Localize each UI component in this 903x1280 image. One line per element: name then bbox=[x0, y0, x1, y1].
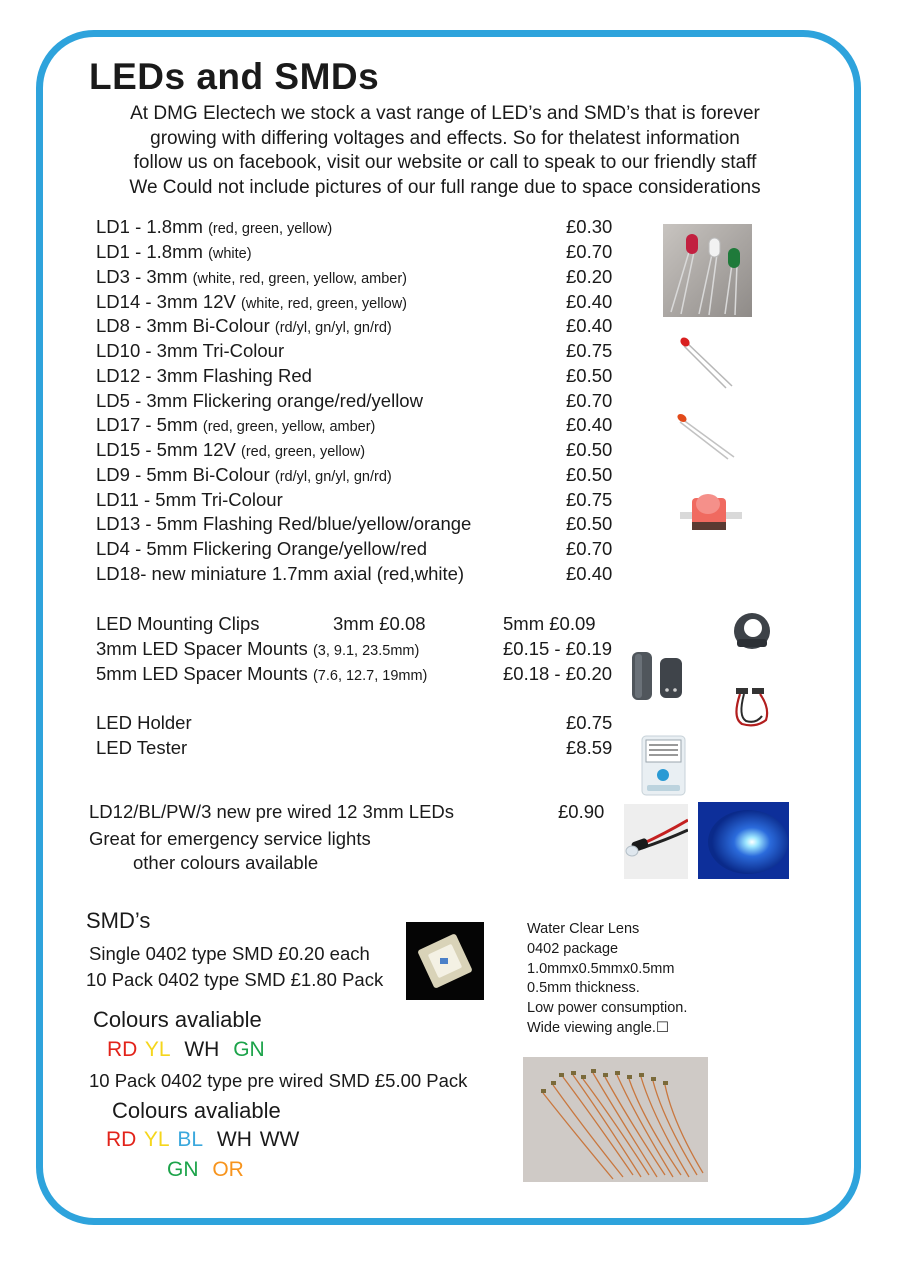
led-price: £0.70 bbox=[566, 538, 613, 559]
led-1-8mm-photo bbox=[663, 224, 752, 317]
spec-line: Low power consumption. bbox=[527, 1000, 688, 1017]
spec-line: 0.5mm thickness. bbox=[527, 980, 640, 997]
led-price: £0.70 bbox=[566, 390, 613, 411]
colours-heading-2: Colours avaliable bbox=[112, 1098, 281, 1123]
led-price: £0.50 bbox=[566, 365, 613, 386]
led-price: £0.40 bbox=[566, 414, 613, 435]
mounting-clips-label: LED Mounting Clips bbox=[96, 613, 260, 634]
led-holder-price: £0.75 bbox=[566, 712, 613, 733]
led-price: £0.70 bbox=[566, 241, 613, 262]
led-item: LD1 - 1.8mm (red, green, yellow) bbox=[96, 216, 333, 237]
led-item: LD10 - 3mm Tri-Colour bbox=[96, 340, 285, 361]
intro-line: At DMG Electech we stock a vast range of LED’s and SMD’s that is forever bbox=[130, 103, 760, 124]
prewired-colour-codes-row2 bbox=[167, 1158, 252, 1182]
smd-single: Single 0402 type SMD £0.20 each bbox=[89, 943, 370, 964]
prewired-price: £0.90 bbox=[558, 801, 605, 822]
colours-heading: Colours avaliable bbox=[93, 1007, 262, 1032]
mounting-clips-3mm-price: 3mm £0.08 bbox=[333, 613, 426, 634]
colour-code-red: RD bbox=[106, 1128, 137, 1151]
led-price: £0.75 bbox=[566, 340, 613, 361]
led-5mm-photo bbox=[674, 411, 736, 461]
spacer-3mm-price: £0.15 - £0.19 bbox=[503, 638, 613, 659]
led-holder-photo bbox=[728, 688, 774, 730]
intro-paragraph bbox=[85, 102, 805, 200]
led-item: LD1 - 1.8mm (white) bbox=[96, 241, 252, 262]
page-title: LEDs and SMDs bbox=[89, 56, 380, 97]
mounting-clips-5mm-price: 5mm £0.09 bbox=[503, 613, 596, 634]
spec-line: 1.0mmx0.5mmx0.5mm bbox=[527, 960, 675, 977]
spec-line: Water Clear Lens bbox=[527, 921, 640, 937]
colour-code-green: GN bbox=[167, 1158, 199, 1181]
led-price: £0.40 bbox=[566, 563, 613, 584]
led-tester-price: £8.59 bbox=[566, 737, 613, 758]
led-price: £0.50 bbox=[566, 513, 613, 534]
smd-colour-codes bbox=[107, 1038, 273, 1062]
led-item: LD14 - 3mm 12V (white, red, green, yellow) bbox=[96, 291, 407, 312]
led-tester-photo bbox=[641, 735, 686, 796]
led-tester-label: LED Tester bbox=[96, 737, 188, 758]
led-price: £0.75 bbox=[566, 489, 613, 510]
prewired-led-photo bbox=[624, 804, 688, 879]
led-3mm-photo bbox=[676, 334, 736, 390]
led-item: LD8 - 3mm Bi-Colour (rd/yl, gn/yl, gn/rd) bbox=[96, 315, 392, 336]
prewired-smd-bundle-photo bbox=[523, 1057, 708, 1182]
led-smd-red-photo bbox=[680, 488, 742, 534]
smd-prewired-10-pack: 10 Pack 0402 type pre wired SMD £5.00 Pack bbox=[89, 1070, 468, 1091]
prewired-note: Great for emergency service lights bbox=[89, 828, 371, 849]
spacer-5mm-item: 5mm LED Spacer Mounts (7.6, 12.7, 19mm) bbox=[96, 663, 428, 684]
spacer-mounts-photo bbox=[630, 648, 688, 704]
smd-heading: SMD’s bbox=[86, 908, 151, 933]
led-item: LD4 - 5mm Flickering Orange/yellow/red bbox=[96, 538, 428, 559]
colour-code-white: WH bbox=[184, 1038, 220, 1061]
prewired-colours-note: other colours available bbox=[133, 852, 319, 873]
led-item: LD15 - 5mm 12V (red, green, yellow) bbox=[96, 439, 366, 460]
intro-line: growing with differing voltages and effects. So for thelatest information bbox=[150, 127, 740, 149]
smd-closeup-photo bbox=[406, 922, 484, 1000]
colour-code-yellow: YL bbox=[144, 1038, 171, 1061]
led-price: £0.20 bbox=[566, 266, 613, 287]
led-item: LD3 - 3mm (white, red, green, yellow, amber) bbox=[96, 266, 408, 287]
colour-code-white: WH bbox=[216, 1128, 252, 1151]
spacer-5mm-price: £0.18 - £0.20 bbox=[503, 663, 613, 684]
intro-line: follow us on facebook, visit our website or call to speak to our friendly staff bbox=[133, 152, 757, 174]
prewired-colour-codes-row1 bbox=[106, 1128, 307, 1152]
led-item: LD12 - 3mm Flashing Red bbox=[96, 365, 312, 386]
led-item: LD13 - 5mm Flashing Red/blue/yellow/orange bbox=[96, 513, 472, 534]
mounting-clip-photo bbox=[729, 609, 775, 653]
spec-line: Wide viewing angle.☐ bbox=[527, 1019, 669, 1036]
blue-glow-led-photo bbox=[698, 802, 789, 879]
colour-code-warm-white: WW bbox=[259, 1128, 300, 1151]
colour-code-red: RD bbox=[107, 1038, 138, 1061]
led-price: £0.50 bbox=[566, 464, 613, 485]
colour-code-yellow: YL bbox=[143, 1128, 170, 1151]
colour-code-orange: OR bbox=[212, 1158, 244, 1181]
prewired-title: LD12/BL/PW/3 new pre wired 12 3mm LEDs bbox=[89, 801, 455, 822]
led-price: £0.30 bbox=[566, 216, 613, 237]
led-holder-label: LED Holder bbox=[96, 712, 192, 733]
led-price: £0.50 bbox=[566, 439, 613, 460]
intro-line: We Could not include pictures of our full range due to space considerations bbox=[129, 176, 761, 198]
smd-specifications bbox=[527, 920, 687, 1039]
led-item: LD17 - 5mm (red, green, yellow, amber) bbox=[96, 414, 376, 435]
led-item: LD11 - 5mm Tri-Colour bbox=[96, 489, 283, 510]
led-item: LD5 - 3mm Flickering orange/red/yellow bbox=[96, 390, 423, 411]
led-item: LD9 - 5mm Bi-Colour (rd/yl, gn/yl, gn/rd) bbox=[96, 464, 392, 485]
spec-line: 0402 package bbox=[527, 940, 619, 957]
colour-code-green: GN bbox=[233, 1038, 265, 1061]
colour-code-blue: BL bbox=[177, 1128, 204, 1151]
led-price: £0.40 bbox=[566, 315, 613, 336]
smd-10-pack: 10 Pack 0402 type SMD £1.80 Pack bbox=[86, 969, 384, 990]
led-item: LD18- new miniature 1.7mm axial (red,white) bbox=[96, 563, 465, 584]
led-price: £0.40 bbox=[566, 291, 613, 312]
spacer-3mm-item: 3mm LED Spacer Mounts (3, 9.1, 23.5mm) bbox=[96, 638, 420, 659]
